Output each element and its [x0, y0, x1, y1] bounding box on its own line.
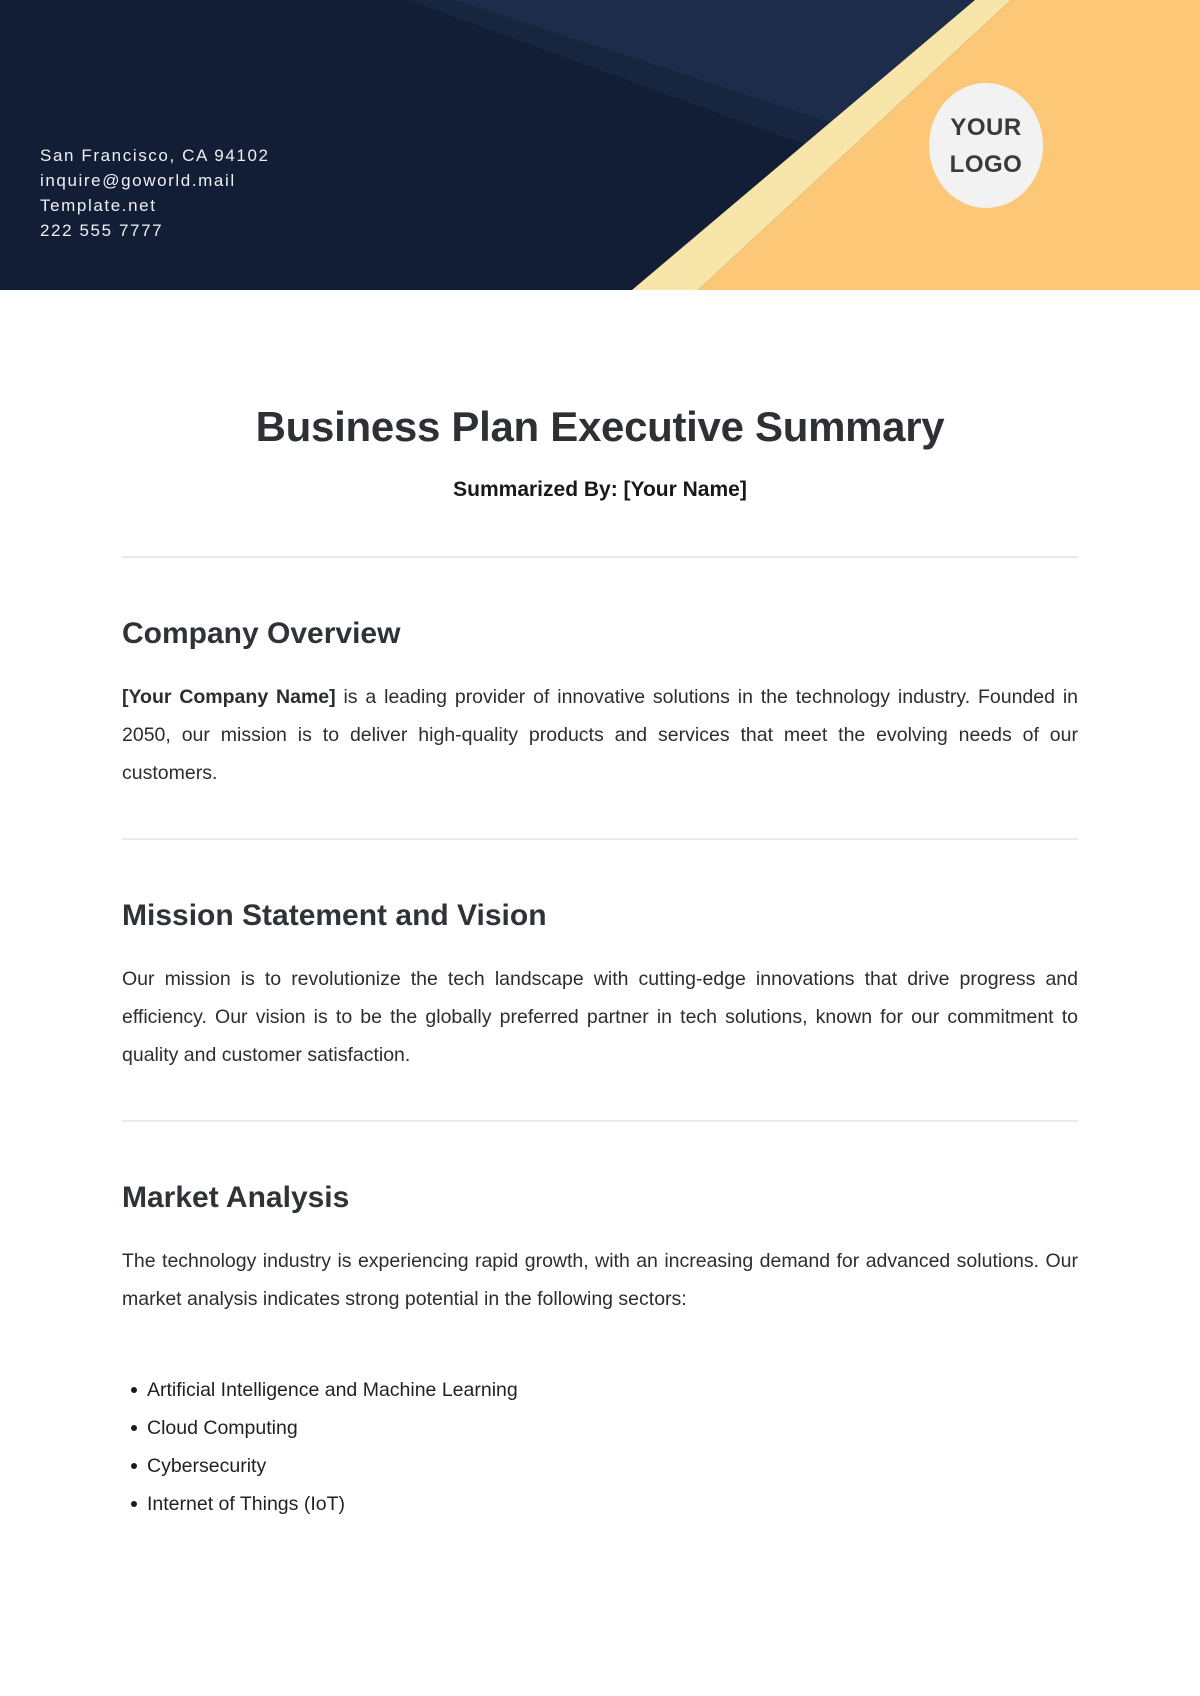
contact-line-address: San Francisco, CA 94102: [40, 146, 270, 165]
contact-line-email: inquire@goworld.mail: [40, 171, 236, 190]
logo-text-line1: YOUR: [950, 113, 1022, 141]
contact-info: [40, 143, 270, 243]
header-banner: [0, 0, 1200, 290]
section-paragraph-market-analysis: [122, 1242, 1078, 1318]
section-divider: [122, 1120, 1078, 1122]
paragraph-bold-lead: [Your Company Name]: [122, 686, 336, 708]
market-sectors-list: [122, 1371, 1078, 1523]
paragraph-text: The technology industry is experiencing rapid growth, with an increasing demand for advanced solutions. Our market analysis indicates strong potential in the following sectors:: [122, 1250, 1078, 1310]
contact-line-phone: 222 555 7777: [40, 221, 164, 240]
document-content: [0, 290, 1200, 1523]
page-title: Business Plan Executive Summary: [255, 403, 945, 450]
section-paragraph-company-overview: [122, 678, 1078, 792]
section-paragraph-mission-vision: [122, 960, 1078, 1074]
bullet-item: Cybersecurity: [122, 1447, 1078, 1485]
paragraph-text: is a leading provider of innovative solutions in the technology industry. Founded in 2050, our mission is to deliver high-quality products and services that meet the evolving needs of our customers.: [122, 686, 1078, 784]
document-byline: Summarized By: [Your Name]: [453, 478, 747, 501]
section-heading-mission-vision: Mission Statement and Vision: [122, 899, 547, 932]
bullet-item: Cloud Computing: [122, 1409, 1078, 1447]
contact-line-website: Template.net: [40, 196, 157, 215]
section-divider: [122, 838, 1078, 840]
logo-text-line2: LOGO: [949, 150, 1023, 178]
logo-placeholder: [929, 83, 1043, 208]
bullet-item: Artificial Intelligence and Machine Learning: [122, 1371, 1078, 1409]
paragraph-text: Our mission is to revolutionize the tech landscape with cutting-edge innovations that drive progress and efficiency. Our vision is to be the globally preferred partner in tech solutions, known for our commitment to quality and customer satisfaction.: [122, 968, 1078, 1066]
bullet-item: Internet of Things (IoT): [122, 1485, 1078, 1523]
section-heading-market-analysis: Market Analysis: [122, 1181, 350, 1214]
section-heading-company-overview: Company Overview: [122, 617, 401, 650]
section-divider: [122, 556, 1078, 558]
